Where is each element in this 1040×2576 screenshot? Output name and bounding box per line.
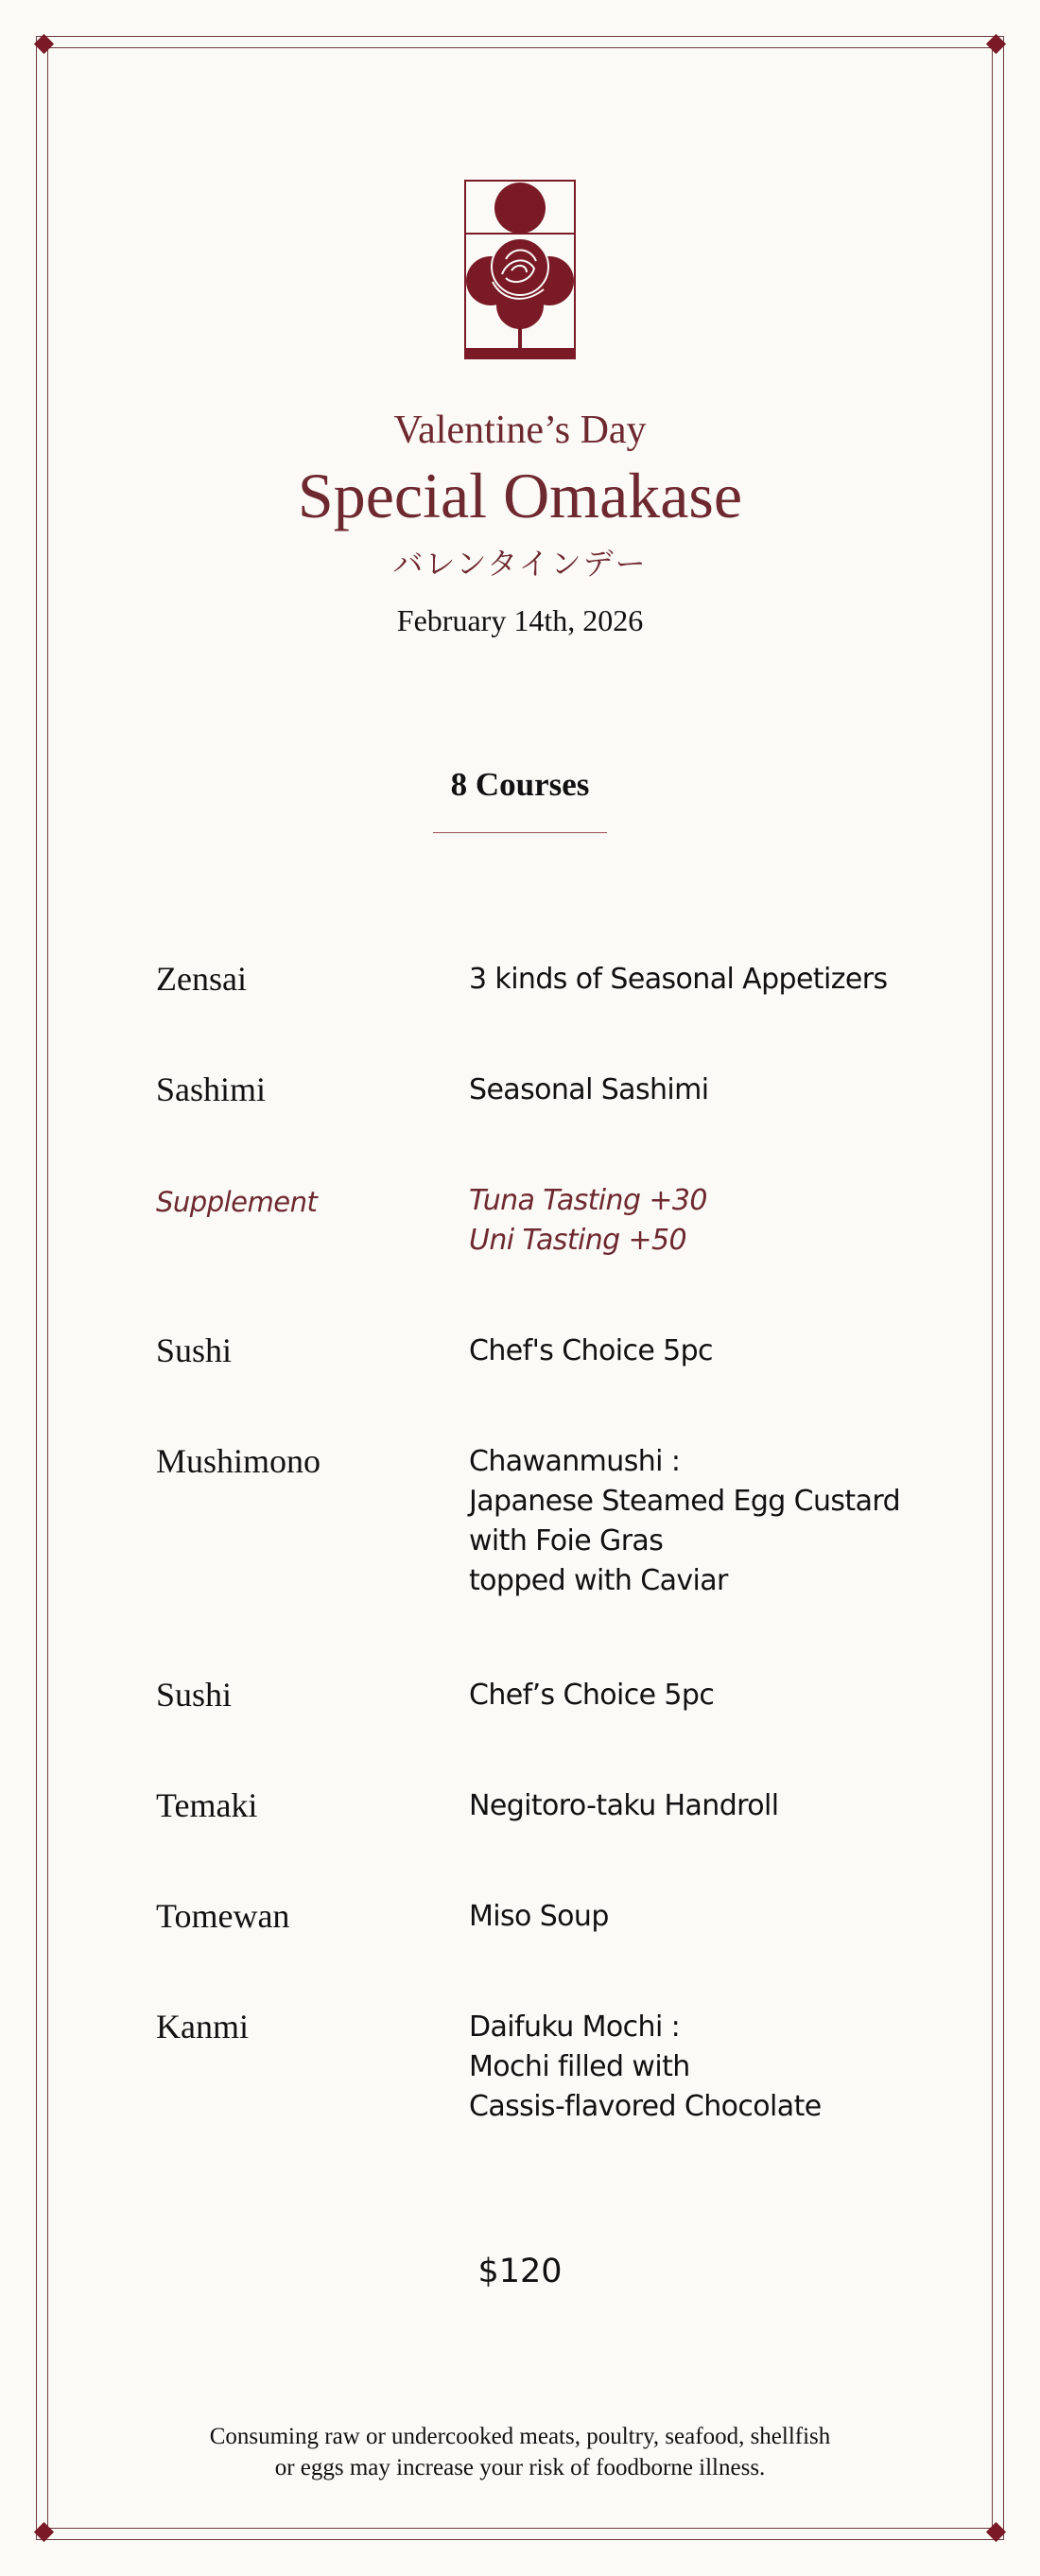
divider bbox=[433, 832, 607, 833]
course-name-sushi: Sushi bbox=[156, 1332, 233, 1369]
disclaimer-line: or eggs may increase your risk of foodborne illness. bbox=[274, 2455, 766, 2480]
course-name-kanmi: Kanmi bbox=[156, 2008, 249, 2045]
course-desc-line: Cassis-flavored Chocolate bbox=[469, 2090, 822, 2123]
course-desc-line: Japanese Steamed Egg Custard bbox=[469, 1485, 901, 1518]
course-name-sashimi: Sashimi bbox=[156, 1070, 267, 1108]
course-desc-tomewan bbox=[469, 1897, 609, 1937]
course-desc-sushi bbox=[469, 1332, 713, 1371]
course-desc-temaki bbox=[469, 1786, 778, 1826]
course-name-tomewan: Tomewan bbox=[156, 1897, 290, 1935]
courses-heading: 8 Courses bbox=[450, 766, 590, 803]
course-desc-sushi bbox=[469, 1676, 714, 1715]
course-desc-line: Tuna Tasting +30 bbox=[469, 1184, 707, 1217]
course-desc-line: Chawanmushi : bbox=[469, 1445, 681, 1478]
course-desc-line: Negitoro-taku Handroll bbox=[469, 1789, 779, 1822]
course-desc-line: Seasonal Sashimi bbox=[469, 1073, 709, 1106]
course-name-zensai: Zensai bbox=[156, 960, 247, 998]
course-name-temaki: Temaki bbox=[156, 1786, 258, 1824]
diamond-ornament-icon bbox=[34, 34, 54, 54]
course-desc-line: Daifuku Mochi : bbox=[469, 2010, 681, 2044]
diamond-ornament-icon bbox=[34, 2522, 54, 2542]
course-desc-kanmi bbox=[469, 2008, 822, 2127]
course-desc-sashimi bbox=[469, 1070, 709, 1110]
diamond-ornament-icon bbox=[986, 34, 1006, 54]
event-date: February 14th, 2026 bbox=[396, 603, 644, 637]
course-desc-line: Mochi filled with bbox=[469, 2050, 690, 2083]
menu-price: $120 bbox=[477, 2253, 563, 2290]
course-desc-zensai bbox=[469, 960, 887, 1000]
disclaimer-line: Consuming raw or undercooked meats, poultry, seafood, shellfish bbox=[209, 2424, 831, 2449]
course-desc-line: Chef's Choice 5pc bbox=[469, 1334, 713, 1367]
course-desc-line: 3 kinds of Seasonal Appetizers bbox=[469, 963, 888, 996]
course-desc-line: topped with Caviar bbox=[469, 1564, 728, 1597]
title-occasion: Valentine’s Day bbox=[393, 409, 647, 452]
diamond-ornament-icon bbox=[986, 2522, 1006, 2542]
title-main: Special Omakase bbox=[297, 460, 743, 531]
course-name-supplement: Supplement bbox=[156, 1186, 318, 1218]
course-desc-line: Uni Tasting +50 bbox=[469, 1224, 687, 1257]
course-name-mushimono: Mushimono bbox=[156, 1442, 321, 1480]
course-desc-line: Chef’s Choice 5pc bbox=[469, 1679, 715, 1712]
rose-emblem-icon bbox=[464, 180, 576, 359]
food-safety-disclaimer bbox=[0, 2421, 1040, 2483]
course-desc-mushimono bbox=[469, 1442, 900, 1601]
course-desc-supplement bbox=[469, 1181, 707, 1261]
course-desc-line: Miso Soup bbox=[469, 1900, 609, 1933]
title-japanese: バレンタインデー bbox=[392, 546, 648, 582]
course-name-sushi: Sushi bbox=[156, 1676, 233, 1714]
course-desc-line: with Foie Gras bbox=[469, 1524, 664, 1558]
